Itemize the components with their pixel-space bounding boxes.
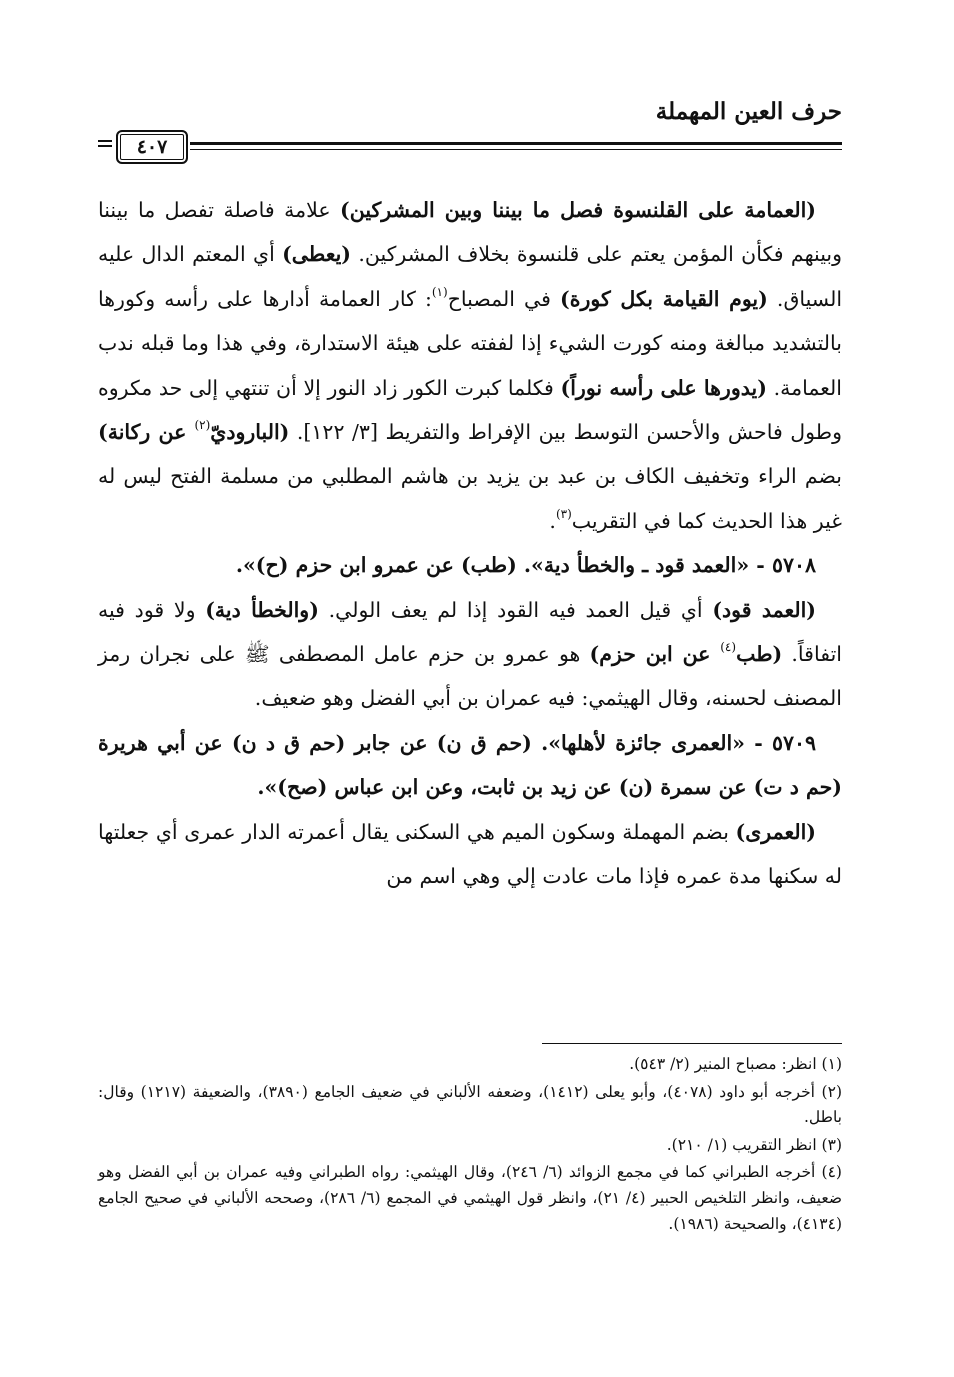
footnote-item: (١) انظر: مصباح المنير (٢/ ٥٤٣). <box>629 1055 842 1073</box>
hadith-quote: (العمرى) <box>735 819 816 844</box>
footnote-item: (٣) انظر التقريب (١/ ٢١٠). <box>666 1135 842 1154</box>
main-text <box>98 188 842 899</box>
page-number: ٤٠٧ <box>116 130 188 164</box>
hadith-entry-text: ٥٧٠٨ - «العمد قود ـ والخطأ دية». (طب) عن عمرو ابن حزم (ح)». <box>235 553 816 578</box>
commentary-text: بضم الراء وتخفيف الكاف بن عبد بن يزيد بن هاشم المطلبي من مسلمة الفتح ليس له غير هذا الحديث كما في التقريب <box>98 464 842 533</box>
commentary-text: هو عمرو بن حزم عامل المصطفى ﷺ على نجران رمز المصنف لحسنه، وقال الهيثمي: فيه عمران بن أبي الفضل وهو ضعيف. <box>98 642 842 711</box>
header-double-rule <box>190 142 842 150</box>
hadith-quote: (يوم القيامة بكل كورة) <box>560 286 768 311</box>
footnote-separator <box>542 1043 842 1044</box>
commentary-text: أي قيل العمد فيه القود إذا لم يعف الولي. <box>318 597 713 622</box>
hadith-quote: عن ابن حزم) <box>589 642 721 667</box>
footnote-item: (٤) أخرجه الطبراني كما في مجمع الزوائد (٦/ ٢٤٦)، وقال الهيثمي: رواه الطبراني وفيه عمران بن أبي الفضل وهو ضعيف، وانظر التلخيص الحبير (٤/ ٢١)، وانظر قول الهيثمي في المجمع (٦/ ٢٨٦)، وصححه الألباني في صحيح الجامع (٤١٣٤)، والصحيحة (١٩٨٦). <box>98 1163 842 1233</box>
footnote-item: (٢) أخرجه أبو داود (٤٠٧٨)، وأبو يعلى (١٤١٢)، وضعفه الألباني في ضعيف الجامع (٣٨٩٠)، والضعيفة (١٢١٧) وقال: باطل. <box>98 1082 842 1127</box>
footnote-ref: (٣) <box>555 506 572 521</box>
hadith-quote: (يعطى) <box>282 242 352 267</box>
hadith-entry-5709 <box>98 721 842 810</box>
hadith-quote: (العمامة على القلنسوة فصل ما بيننا وبين المشركين) <box>340 198 816 222</box>
page-header <box>98 92 842 182</box>
paragraph-commentary-5708 <box>98 588 842 721</box>
commentary-text: ولا قود فيه اتفاقاً. <box>98 597 842 667</box>
hadith-quote: عن ركانة) <box>98 420 195 445</box>
hadith-quote: (يدورها على رأسه نوراً) <box>560 375 767 400</box>
commentary-text: علامة فاصلة تفصل ما بيننا وبينهم فكأن المؤمن يعتم على قلنسوة بخلاف المشركين. <box>98 198 842 267</box>
commentary-text: . <box>549 508 556 533</box>
paragraph-commentary-5709 <box>98 810 842 899</box>
footnote-ref: (٢) <box>194 418 211 433</box>
hadith-entry-5708 <box>98 543 842 587</box>
footnote-ref: (١) <box>431 284 448 299</box>
paragraph-commentary-5707 <box>98 188 842 543</box>
footnotes <box>98 1052 842 1239</box>
hadith-quote: (العمد قود) <box>712 597 817 622</box>
hadith-quote: (والخطأ دية) <box>205 597 319 622</box>
commentary-text: في المصباح <box>447 286 561 311</box>
hadith-quote: (طب <box>736 642 783 667</box>
hadith-entry-text: ٥٧٠٩ - «العمرى جائزة لأهلها». (حم ق ن) عن جابر (حم ق د ن) عن أبي هريرة (حم د ت) عن سمرة (ن) عن زيد بن ثابت، وعن ابن عباس (صح)». <box>98 730 842 800</box>
commentary-text: : كار العمامة أدارها على رأسه وكورها بالتشديد مبالغة ومنه كورت الشيء إذا لففته على هيئة الاستدارة، وفي هذا وما قبله ندب العمامة. <box>98 286 842 400</box>
commentary-text: أي المعتم الدال عليه السياق. <box>98 242 843 311</box>
page-number-ornament <box>98 140 112 147</box>
chapter-title: حرف العين المهملة <box>655 98 842 125</box>
header-rule-group <box>98 136 842 158</box>
commentary-text: فكلما كبرت الكور زاد النور إلا أن تنتهي إلى حد مكروه وطول فاحش والأحسن التوسط بين الإفراط والتفريط [٣/ ١٢٢]. <box>98 375 842 445</box>
footnote-ref: (٤) <box>720 640 737 655</box>
hadith-quote: (الباروديّ <box>210 420 290 445</box>
commentary-text: بضم المهملة وسكون الميم هي السكنى يقال أعمرته الدار عمرى أي جعلتها له سكنها مدة عمره فإذا مات عادت إلي وهي اسم من <box>98 819 842 889</box>
